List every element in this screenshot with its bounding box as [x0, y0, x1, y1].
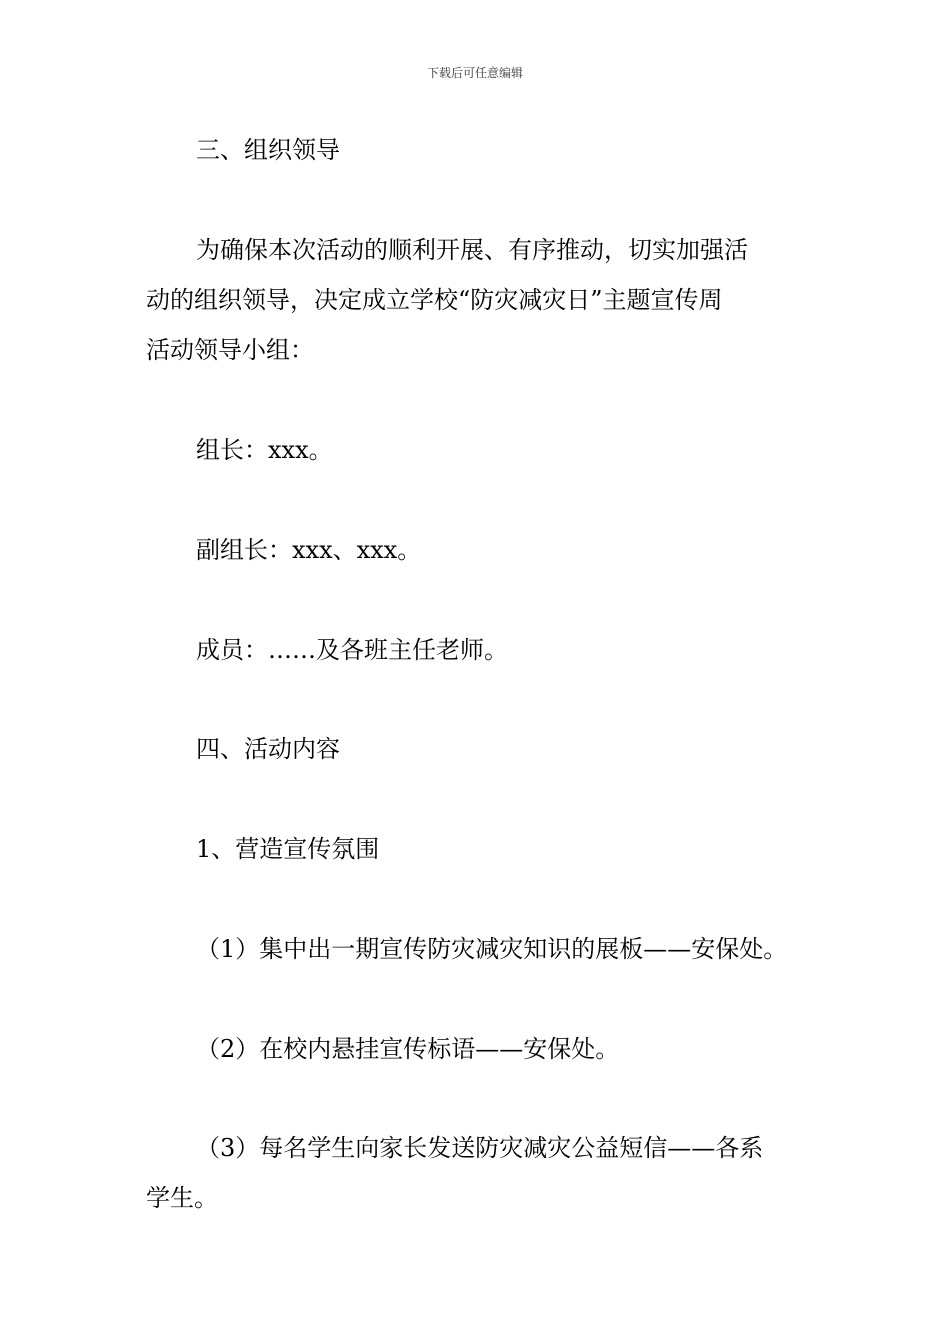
leader-line: 组长：xxx。: [196, 436, 333, 464]
paragraph-line: 活动领导小组：: [146, 336, 314, 364]
list-item: （1）集中出一期宣传防灾减灾知识的展板——安保处。: [196, 935, 788, 963]
subheading-atmosphere: 1、营造宣传氛围: [196, 835, 380, 863]
page-header: 下载后可任意编辑: [426, 66, 523, 80]
section-heading-organization: 三、组织领导: [196, 136, 340, 164]
list-item: （2）在校内悬挂宣传标语——安保处。: [196, 1035, 620, 1063]
paragraph-line: 为确保本次活动的顺利开展、有序推动，切实加强活: [196, 236, 748, 264]
list-item: （3）每名学生向家长发送防灾减灾公益短信——各系: [196, 1134, 764, 1162]
paragraph-line: 动的组织领导，决定成立学校“防灾减灾日”主题宣传周: [146, 286, 723, 314]
members-line: 成员：……及各班主任老师。: [196, 636, 508, 664]
section-heading-content: 四、活动内容: [196, 735, 340, 763]
vice-leader-line: 副组长：xxx、xxx。: [196, 536, 422, 564]
list-item-continuation: 学生。: [146, 1184, 218, 1212]
